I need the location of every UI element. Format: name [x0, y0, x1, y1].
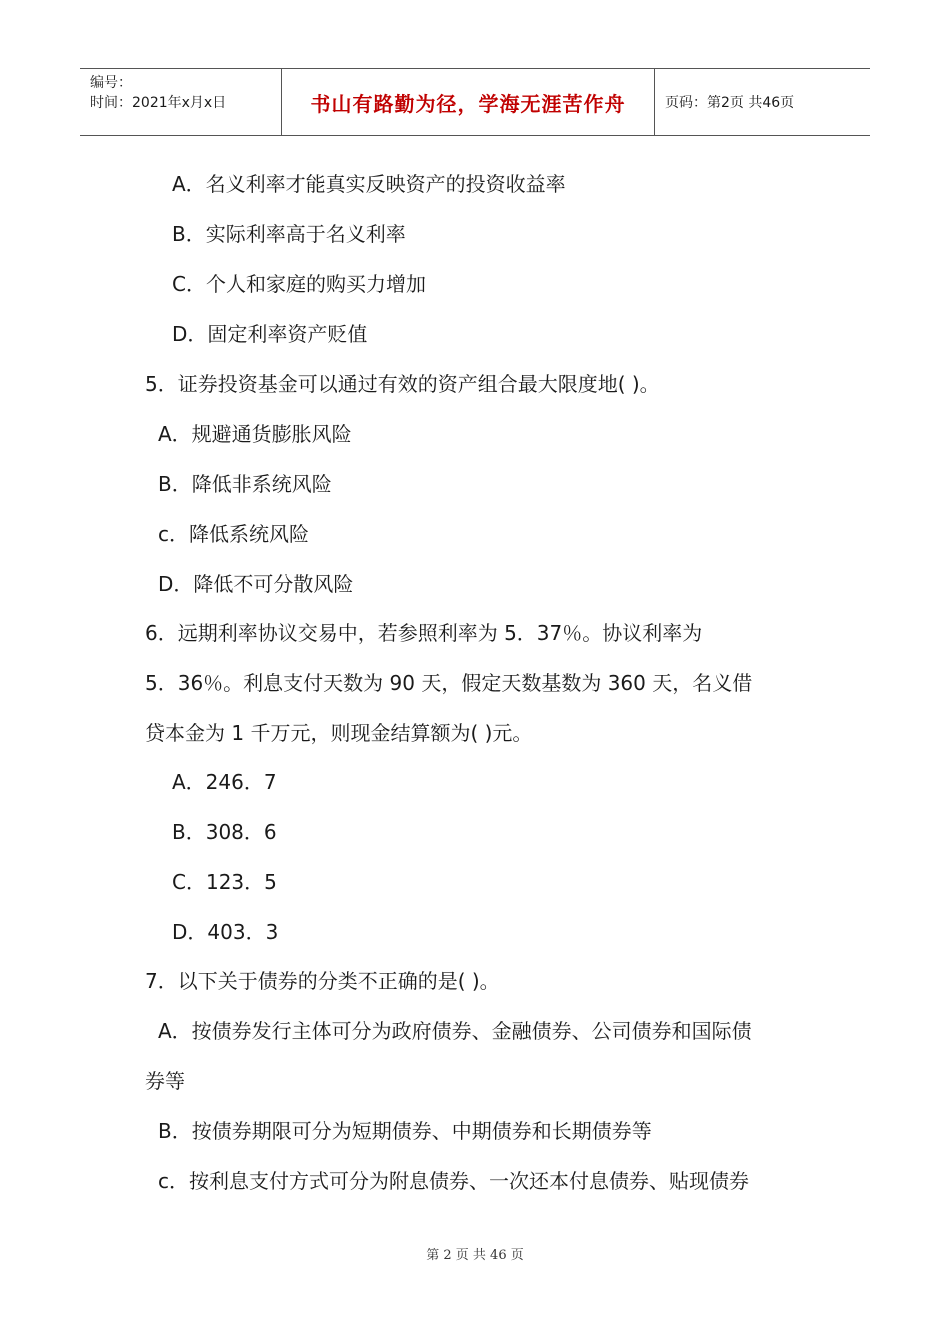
option-line: 券等 [145, 1069, 185, 1093]
page-footer: 第 2 页 共 46 页 [426, 1248, 524, 1263]
question-line: 5．36％。利息支付天数为 90 天，假定天数基数为 360 天，名义借 [145, 671, 753, 695]
option-line: C．个人和家庭的购买力增加 [172, 272, 426, 296]
question-line: 7．以下关于债券的分类不正确的是( )。 [145, 969, 500, 993]
question-line: 5．证券投资基金可以通过有效的资产组合最大限度地( )。 [145, 372, 660, 396]
option-line: B．308．6 [172, 820, 277, 844]
header-page-info-cell [655, 69, 870, 135]
option-line: B．实际利率高于名义利率 [172, 222, 406, 246]
page-info: 页码：第2页 共46页 [665, 95, 795, 111]
option-line: A．按债券发行主体可分为政府债券、金融债券、公司债券和国际债 [158, 1019, 752, 1043]
option-line: c．降低系统风险 [158, 522, 309, 546]
option-line: A．规避通货膨胀风险 [158, 422, 352, 446]
header-motto-cell [282, 69, 655, 135]
option-line: c．按利息支付方式可分为附息债券、一次还本付息债券、贴现债券 [158, 1169, 749, 1193]
page-header [80, 68, 870, 136]
option-line: A．246．7 [172, 770, 277, 794]
option-line: D．固定利率资产贬值 [172, 322, 368, 346]
option-line: D．降低不可分散风险 [158, 572, 354, 596]
serial-label: 编号： [90, 75, 132, 91]
option-line: A．名义利率才能真实反映资产的投资收益率 [172, 172, 566, 196]
header-meta [80, 69, 282, 135]
option-line: D．403．3 [172, 920, 279, 944]
option-line: B．降低非系统风险 [158, 472, 332, 496]
question-line: 贷本金为 1 千万元，则现金结算额为( )元。 [145, 721, 533, 745]
option-line: C．123．5 [172, 870, 277, 894]
time-label: 时间：2021年x月x日 [90, 95, 227, 111]
question-line: 6．远期利率协议交易中，若参照利率为 5．37％。协议利率为 [145, 621, 703, 645]
option-line: B．按债券期限可分为短期债券、中期债券和长期债券等 [158, 1119, 652, 1143]
motto-text: 书山有路勤为径，学海无涯苦作舟 [310, 91, 626, 116]
